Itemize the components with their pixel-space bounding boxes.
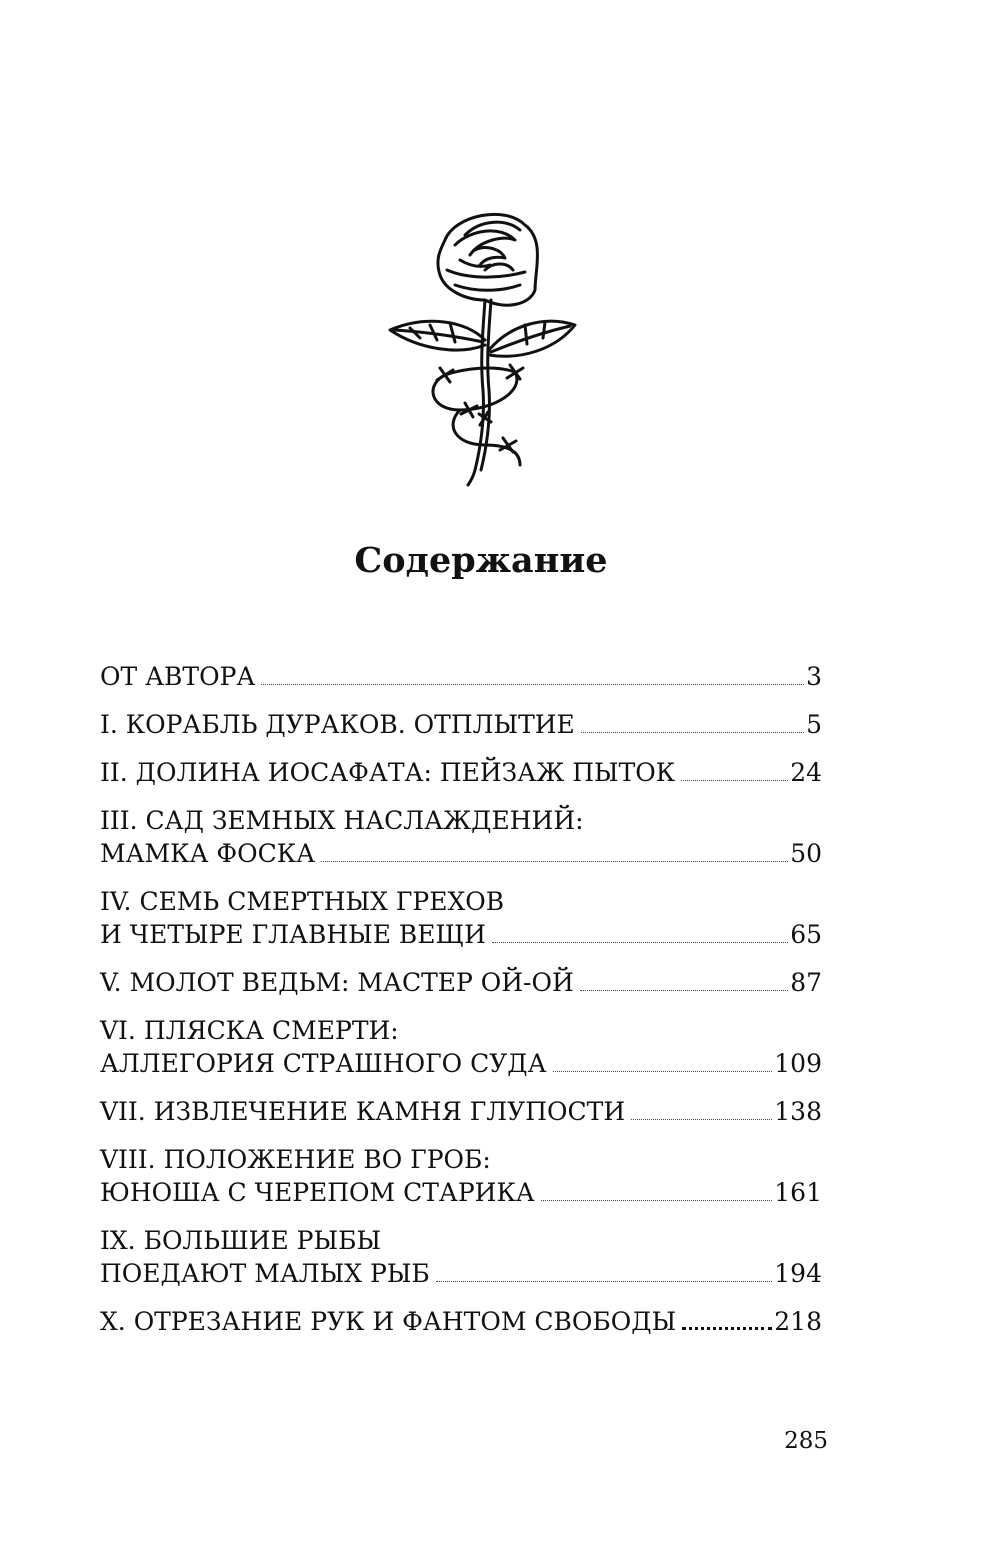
dot-leader [261,683,804,685]
toc-entry-title-line1: IV. СЕМЬ СМЕРТНЫХ ГРЕХОВ [100,887,505,916]
toc-entry-title: ОТ АВТОРА [100,662,256,691]
toc-entry-page: 87 [790,968,822,997]
toc-entry-page: 218 [774,1307,822,1336]
toc-entry-page: 3 [806,662,822,691]
toc-entry-title: V. МОЛОТ ВЕДЬМ: МАСТЕР ОЙ-ОЙ [100,968,574,997]
toc-entry-page: 5 [806,710,822,739]
toc-entry-page: 24 [790,758,822,787]
dot-leader [492,941,788,943]
page-number: 285 [784,1428,828,1454]
dot-leader [541,1199,773,1201]
page-title: Содержание [354,540,608,581]
toc-entry-title: VII. ИЗВЛЕЧЕНИЕ КАМНЯ ГЛУПОСТИ [100,1097,626,1126]
toc-entry-page: 50 [790,839,822,868]
toc-entry [100,1143,822,1209]
toc-entry [100,708,822,741]
toc-entry [100,1095,822,1128]
toc-entry-page: 109 [774,1049,822,1078]
toc-entry-title: II. ДОЛИНА ИОСАФАТА: ПЕЙЗАЖ ПЫТОК [100,758,676,787]
dot-leader [321,860,788,862]
toc-entry-title: I. КОРАБЛЬ ДУРАКОВ. ОТПЛЫТИЕ [100,710,575,739]
toc-entry [100,1305,822,1338]
toc-entry-page: 161 [774,1178,822,1207]
toc-entry-title-line1: III. САД ЗЕМНЫХ НАСЛАЖДЕНИЙ: [100,806,584,835]
table-of-contents [100,660,822,1353]
toc-entry-title: ЮНОША С ЧЕРЕПОМ СТАРИКА [100,1178,535,1207]
toc-entry [100,756,822,789]
dot-leader [580,989,788,991]
toc-entry [100,966,822,999]
dot-leader [436,1280,772,1282]
toc-entry-title: АЛЛЕГОРИЯ СТРАШНОГО СУДА [100,1049,547,1078]
toc-entry-title: X. ОТРЕЗАНИЕ РУК И ФАНТОМ СВОБОДЫ [100,1307,677,1336]
dot-leader [581,731,804,733]
toc-entry [100,885,822,951]
toc-entry [100,1014,822,1080]
toc-entry-page: 194 [774,1259,822,1288]
toc-entry-title: ПОЕДАЮТ МАЛЫХ РЫБ [100,1259,430,1288]
toc-entry-page: 138 [774,1097,822,1126]
toc-entry-title: МАМКА ФОСКА [100,839,316,868]
toc-entry [100,660,822,693]
rose-with-barbed-wire-icon [385,200,580,490]
dot-leader [631,1118,772,1120]
dot-leader [682,1326,772,1330]
dot-leader [681,779,788,781]
toc-entry-title-line1: VI. ПЛЯСКА СМЕРТИ: [100,1016,399,1045]
toc-entry-title-line1: IX. БОЛЬШИЕ РЫБЫ [100,1226,382,1255]
toc-entry-page: 65 [790,920,822,949]
toc-entry-title: И ЧЕТЫРЕ ГЛАВНЫЕ ВЕЩИ [100,920,486,949]
toc-entry [100,1224,822,1290]
toc-entry [100,804,822,870]
toc-entry-title-line1: VIII. ПОЛОЖЕНИЕ ВО ГРОБ: [100,1145,491,1174]
dot-leader [553,1070,773,1072]
